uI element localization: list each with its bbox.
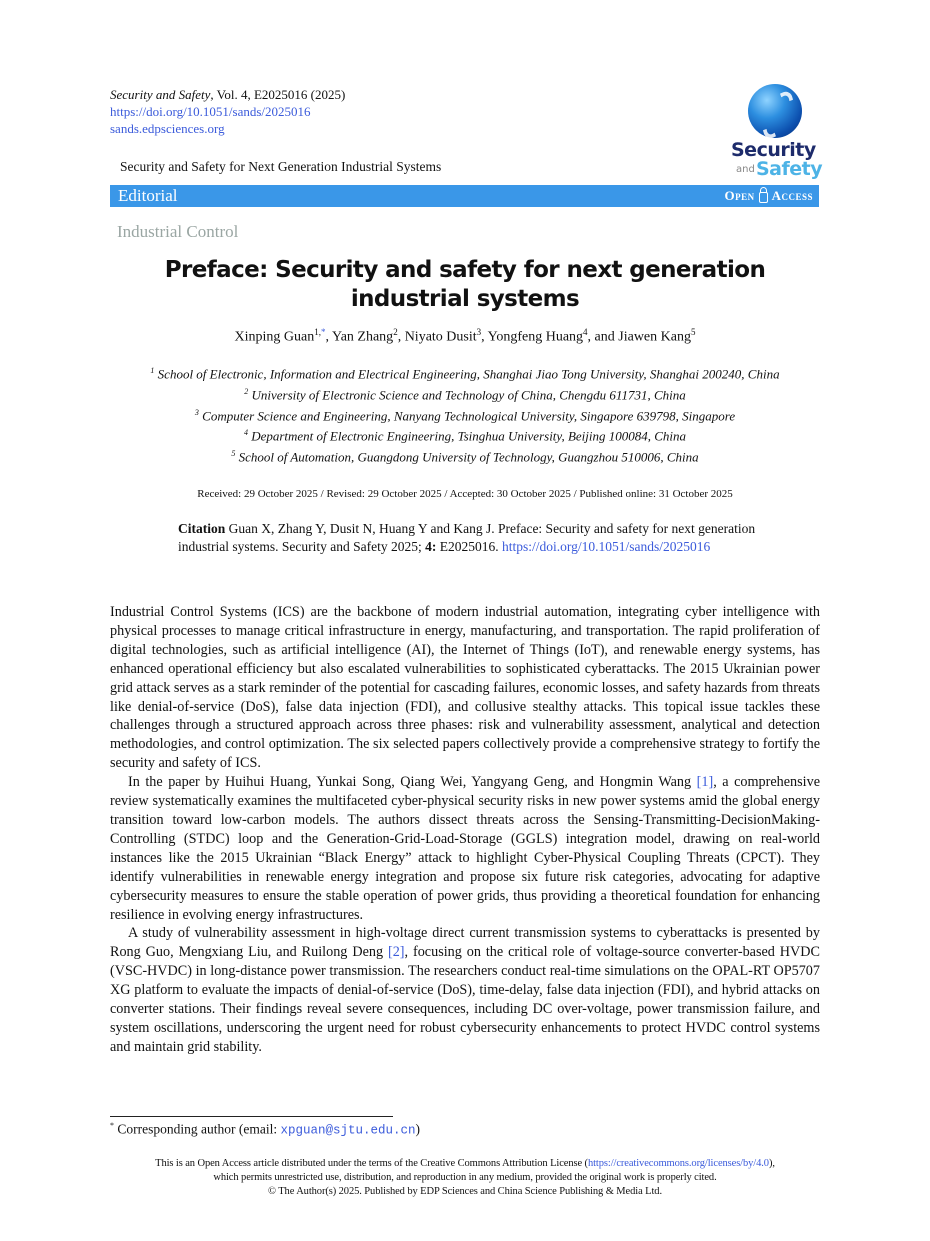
globe-logo-icon <box>748 84 802 138</box>
article-type: Editorial <box>118 186 178 205</box>
citation-block <box>178 520 758 556</box>
author-separator: , <box>481 329 488 345</box>
author-affil-sup: 5 <box>690 327 696 337</box>
body-paragraph: Industrial Control Systems (ICS) are the backbone of modern industrial automation, integrating cyber intelligence with physical processes to manage critical infrastructure in energy, manufacturing, and transportation. The rapid proliferation of digital technologies, such as artificial intelligence (AI), the Internet of Things (IoT), and renewable energy systems, has enhanced operational efficiency but also escalated vulnerabilities to sophisticated cyberattacks. The 2015 Ukrainian power grid attack serves as a stark reminder of the potential for cascading failures, economic losses, and safety hazards from threats like denial-of-service (DoS), false data injection (FDI), and collusive stealthy attacks. This topical issue tackles these challenges through a structured approach across three phases: risk and vulnerability assessment, analytical and detection methodologies, and control optimization. The six selected papers collectively provide a comprehensive strategy to fortify the security and safety of ICS. <box>110 604 820 772</box>
affiliation-text: Computer Science and Engineering, Nanyang Technological University, Singapore 639798, Singapore <box>202 407 736 423</box>
site-link[interactable]: sands.edpsciences.org <box>110 121 225 136</box>
author: Yongfeng Huang <box>487 329 584 345</box>
affiliation <box>120 362 810 383</box>
body-paragraph <box>110 924 820 1056</box>
author-affil-sup: 3 <box>476 327 482 337</box>
article-body <box>110 603 820 1057</box>
corresponding-author-footnote <box>110 1121 420 1138</box>
reference-link[interactable]: [1] <box>696 774 714 791</box>
publication-dates: Received: 29 October 2025 / Revised: 29 October 2025 / Accepted: 30 October 2025 / Published online: 31 October 2025 <box>197 488 733 500</box>
author: Jiawen Kang <box>618 329 691 345</box>
copyright-line: © The Author(s) 2025. Published by EDP Sciences and China Science Publishing & Media Ltd. <box>268 1186 662 1197</box>
body-paragraph <box>110 773 820 924</box>
citation-text: Guan X, Zhang Y, Dusit N, Huang Y and Kang J. Preface: Security and safety for next generation industrial systems. Security and Safety 2025; <box>178 521 756 554</box>
affiliation-text: School of Electronic, Information and Electrical Engineering, Shanghai Jiao Tong University, Shanghai 200240, China <box>157 366 780 382</box>
license-text-end: ), <box>768 1158 775 1169</box>
author-affil-sup: 4 <box>583 327 588 337</box>
license-text: This is an Open Access article distributed under the terms of the Creative Commons Attribution License ( <box>155 1158 588 1169</box>
affiliation <box>120 383 810 404</box>
affiliation-number: 5 <box>231 449 236 459</box>
open-access-right: Access <box>771 188 813 203</box>
journal-details: , Vol. 4, E2025016 (2025) <box>210 87 346 102</box>
article-type-banner <box>110 185 819 207</box>
affiliation-text: School of Automation, Guangdong University of Technology, Guangzhou 510006, China <box>238 449 699 465</box>
footnote-text-end: ) <box>415 1121 420 1137</box>
author: Yan Zhang <box>331 329 394 345</box>
license-link[interactable]: https://creativecommons.org/licenses/by/4.0 <box>587 1158 769 1169</box>
logo-text-security: Security <box>731 139 816 161</box>
paragraph-text: A study of vulnerability assessment in high-voltage direct current transmission systems to cyberattacks is presented by Rong Guo, Mengxiang Liu, and Ruilong Deng <box>110 925 820 961</box>
series-title: Security and Safety for Next Generation Industrial Systems <box>120 159 442 174</box>
affiliation-number: 4 <box>243 428 248 438</box>
affiliation-number: 2 <box>244 386 249 396</box>
email-link[interactable]: xpguan@sjtu.edu.cn <box>280 1123 416 1138</box>
author-separator: , <box>325 329 332 345</box>
logo-text-and: and <box>736 164 755 175</box>
reference-link[interactable]: [2] <box>387 944 405 961</box>
open-access-badge <box>724 188 813 204</box>
affiliation-number: 3 <box>194 407 199 417</box>
paragraph-text: , focusing on the critical role of voltage-source converter-based HVDC (VSC-HVDC) in long-distance power transmission. The researchers conduct real-time simulations on the OPAL-RT OP5707 XG platform to evaluate the impacts of denial-of-service (DoS), time-delay, false data injection (FDI), and hybrid attacks on converter stations. Their findings reveal severe consequences, including DC over-voltage, power transmission failure, and system oscillations, underscoring the urgent need for robust cybersecurity enhancements to protect HVDC control systems and maintain grid stability. <box>110 944 820 1055</box>
corresponding-mark[interactable]: * <box>321 327 326 337</box>
author: Niyato Dusit <box>404 329 477 345</box>
citation-volume: 4: <box>425 539 437 554</box>
footnote-text: Corresponding author (email: <box>114 1121 281 1137</box>
author-separator: , and <box>587 329 619 345</box>
affiliation <box>120 424 810 445</box>
author-affil-sup: 2 <box>393 327 398 337</box>
author-affil-sup: 1, <box>314 327 321 337</box>
journal-logo <box>728 84 823 184</box>
category-label: Industrial Control <box>117 222 239 241</box>
author-separator: , <box>397 329 405 345</box>
affiliation-text: Department of Electronic Engineering, Tsinghua University, Beijing 100084, China <box>251 428 687 444</box>
license-line-2: which permits unrestricted use, distribution, and reproduction in any medium, provided the original work is properly cited. <box>213 1172 717 1183</box>
affiliation <box>120 445 810 466</box>
citation-doi-link[interactable]: https://doi.org/10.1051/sands/2025016 <box>501 539 711 554</box>
affiliation-text: University of Electronic Science and Technology of China, Chengdu 611731, China <box>251 387 686 403</box>
logo-text-safety: Safety <box>756 158 823 180</box>
affiliation-list <box>120 362 810 466</box>
journal-name: Security and Safety <box>110 87 211 102</box>
affiliation <box>120 404 810 425</box>
doi-link[interactable]: https://doi.org/10.1051/sands/2025016 <box>110 104 311 119</box>
paragraph-text: , a comprehensive review systematically examines the multifaceted cyber-physical security risks in new power systems amid the global energy transition toward low-carbon models. The authors dissect threats across the Sensing-Transmitting-DecisionMaking-Controlling (STDC) loop and the Generation-Grid-Load-Storage (GGLS) integration model, drawing on real-world instances like the 2015 Ukrainian “Black Energy” attack to highlight Cyber-Physical Coupling Threats (CPCT). They identify vulnerabilities in renewable energy integration and propose six future risk categories, advocating for adaptive cybersecurity measures to ensure the stable operation of power grids, thus providing a theoretical foundation for enhancing resilience in evolving energy infrastructures. <box>110 774 820 923</box>
affiliation-number: 1 <box>150 366 155 375</box>
paragraph-text: In the paper by Huihui Huang, Yunkai Song, Qiang Wei, Yangyang Geng, and Hongmin Wang <box>128 774 697 791</box>
paper-title: Preface: Security and safety for next generation industrial systems <box>164 257 766 312</box>
open-access-left: Open <box>724 188 755 203</box>
journal-info <box>110 86 345 137</box>
license-notice <box>100 1157 830 1199</box>
open-lock-icon <box>759 192 768 203</box>
citation-label: Citation <box>178 521 226 536</box>
citation-text-after: E2025016. <box>436 539 502 554</box>
author: Xinping Guan <box>234 329 315 345</box>
author-list <box>110 327 820 346</box>
footnote-divider <box>110 1116 393 1117</box>
footnote-mark: * <box>110 1121 114 1130</box>
